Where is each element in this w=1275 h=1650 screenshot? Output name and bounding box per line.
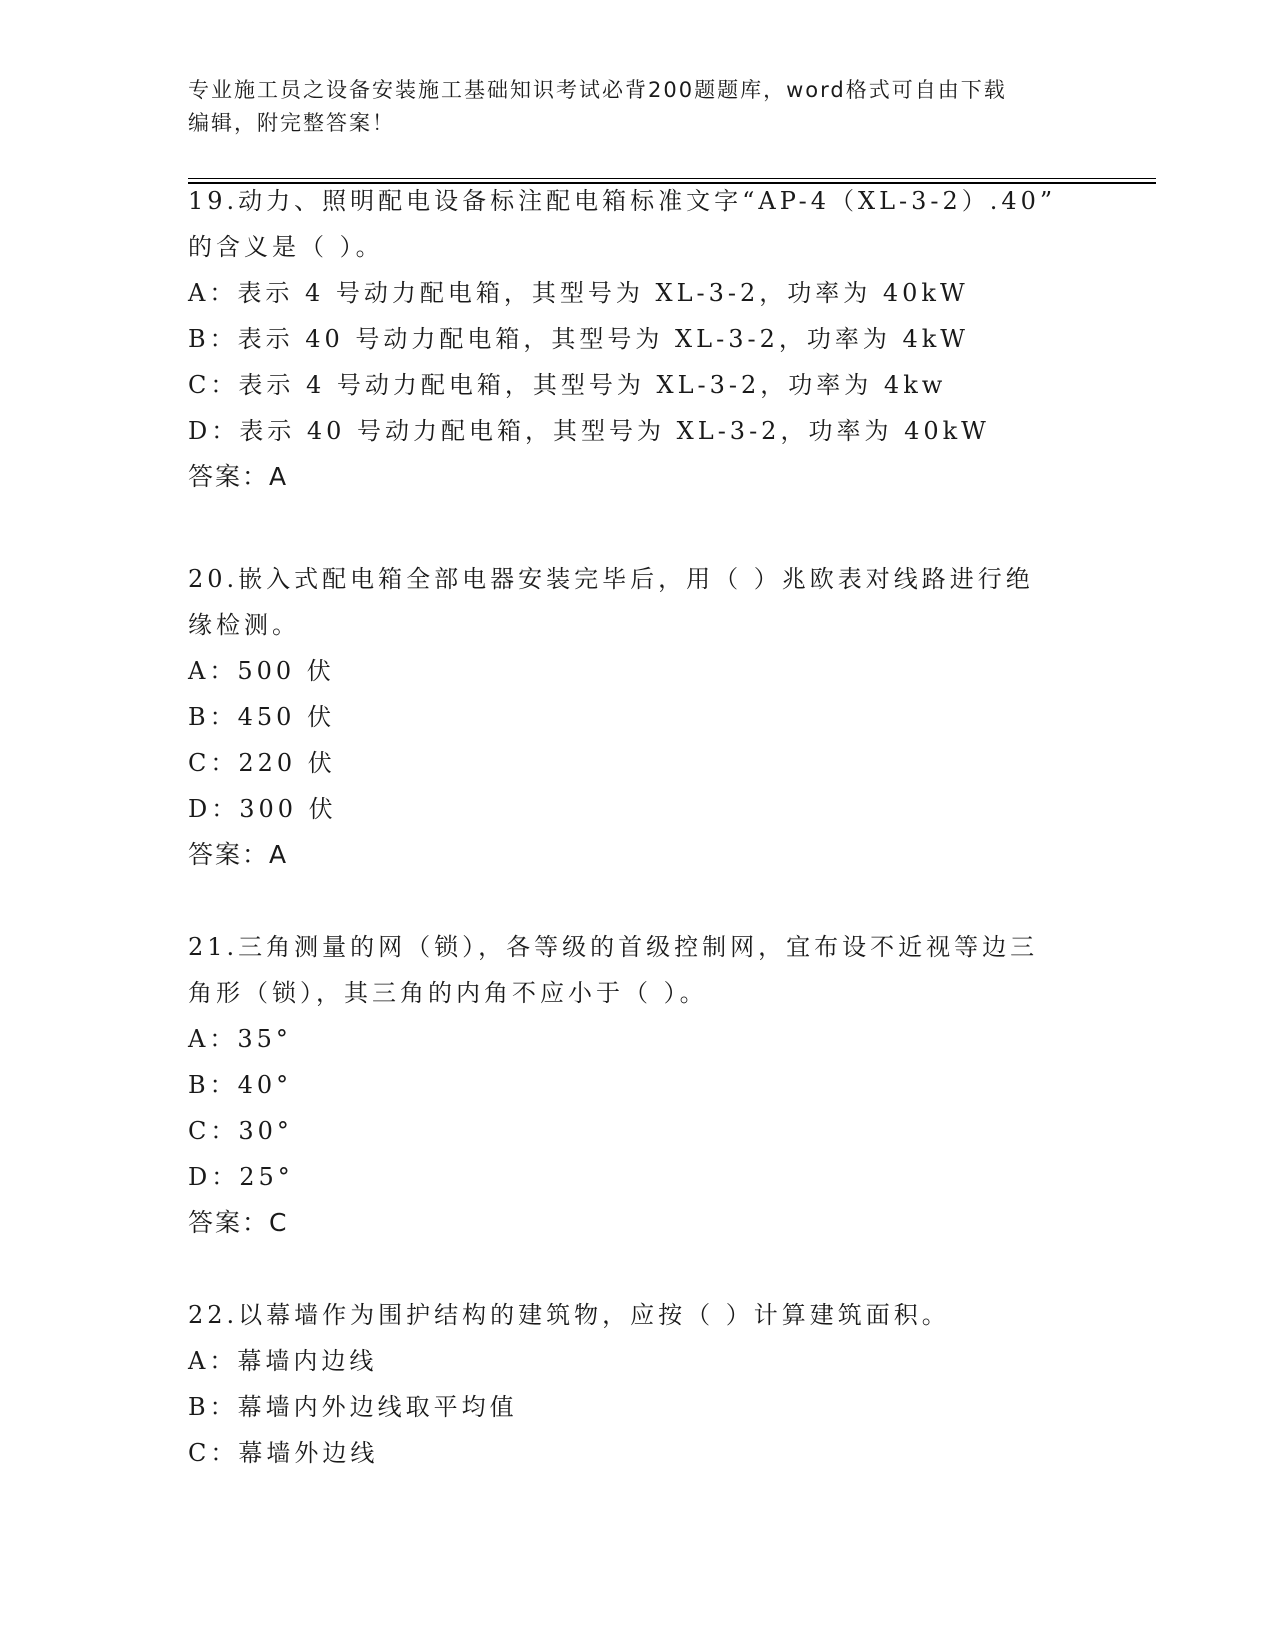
- option-c: C：幕墙外边线: [188, 1439, 379, 1467]
- option-a: A：表示 4 号动力配电箱，其型号为 XL-3-2，功率为 40kW: [188, 279, 969, 307]
- option-b: B：幕墙内外边线取平均值: [188, 1393, 518, 1421]
- option-d: D：300 伏: [188, 795, 337, 823]
- option-a: A：35°: [188, 1025, 292, 1053]
- question-stem-continued: 角形（锁），其三角的内角不应小于（ ）。: [188, 979, 708, 1007]
- option-b: B：表示 40 号动力配电箱，其型号为 XL-3-2，功率为 4kW: [188, 325, 969, 353]
- question-21: [188, 924, 1088, 1246]
- question-stem: 20.嵌入式配电箱全部电器安装完毕后，用（ ）兆欧表对线路进行绝: [188, 565, 1034, 593]
- option-a: A：500 伏: [188, 657, 335, 685]
- question-stem-continued: 缘检测。: [188, 611, 300, 639]
- option-c: C：220 伏: [188, 749, 336, 777]
- header-line-2: 编辑，附完整答案！: [188, 111, 395, 135]
- question-stem: 22.以幕墙作为围护结构的建筑物，应按（ ）计算建筑面积。: [188, 1301, 950, 1329]
- document-header: [188, 74, 1088, 140]
- option-b: B：450 伏: [188, 703, 336, 731]
- answer: 答案：A: [188, 840, 289, 869]
- question-stem: 21.三角测量的网（锁），各等级的首级控制网，宜布设不近视等边三: [188, 933, 1039, 961]
- question-20: [188, 556, 1088, 878]
- question-22: [188, 1292, 1088, 1476]
- option-b: B：40°: [188, 1071, 293, 1099]
- question-19: [188, 178, 1088, 500]
- option-c: C：30°: [188, 1117, 293, 1145]
- option-c: C：表示 4 号动力配电箱，其型号为 XL-3-2，功率为 4kw: [188, 371, 947, 399]
- header-line-1: 专业施工员之设备安装施工基础知识考试必背200题题库，word格式可自由下载: [188, 78, 1007, 102]
- answer: 答案：A: [188, 462, 289, 491]
- option-a: A：幕墙内边线: [188, 1347, 378, 1375]
- option-d: D：25°: [188, 1163, 294, 1191]
- question-stem: 19.动力、照明配电设备标注配电箱标准文字“AP-4（XL-3-2）.40”: [188, 187, 1057, 215]
- question-stem-continued: 的含义是（ ）。: [188, 233, 384, 261]
- answer: 答案：C: [188, 1208, 289, 1237]
- option-d: D：表示 40 号动力配电箱，其型号为 XL-3-2，功率为 40kW: [188, 417, 990, 445]
